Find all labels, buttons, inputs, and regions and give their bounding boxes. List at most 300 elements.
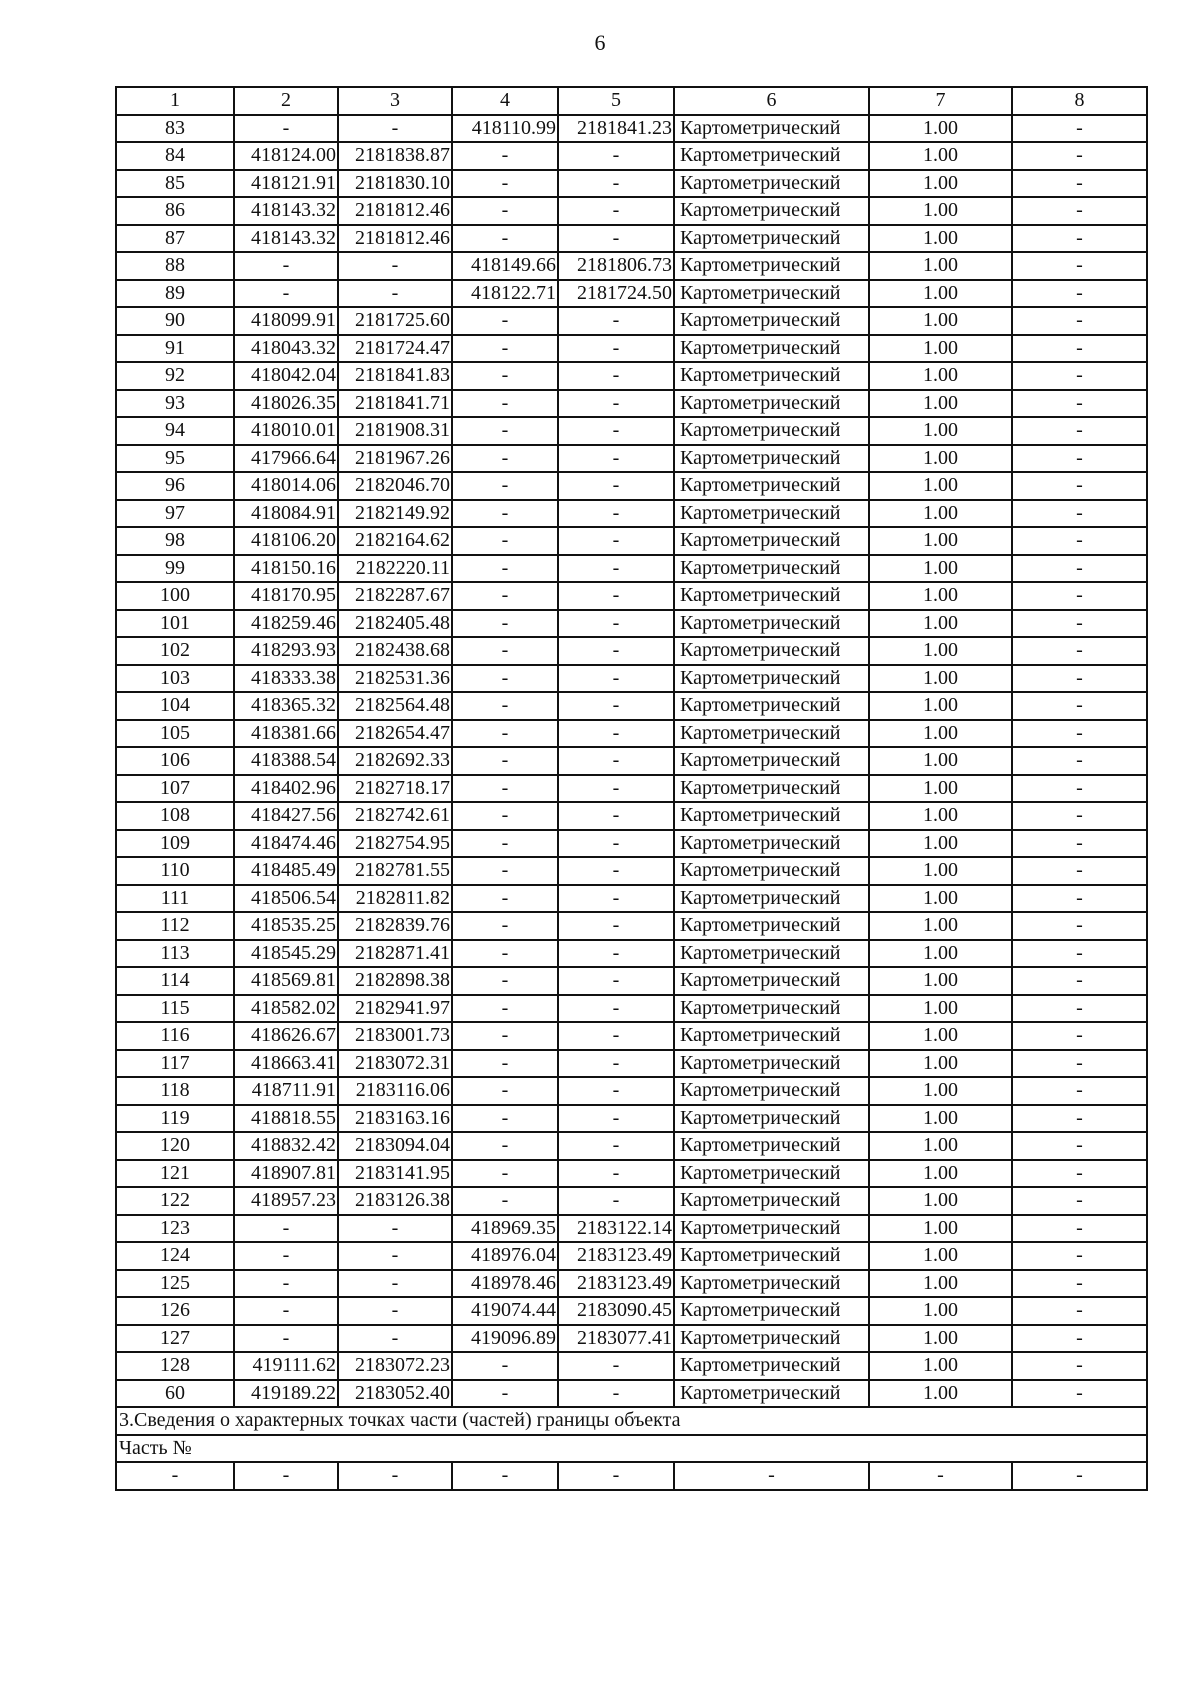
table-row (116, 500, 1147, 528)
method-cell: Картометрический (674, 912, 869, 940)
method-cell: Картометрический (674, 1352, 869, 1380)
x-new-cell: - (452, 1187, 558, 1215)
method-cell: Картометрический (674, 225, 869, 253)
y-new-cell: 2181724.50 (558, 280, 674, 308)
y-coordinate-cell: - (338, 252, 452, 280)
method-cell: Картометрический (674, 280, 869, 308)
method-cell: Картометрический (674, 170, 869, 198)
boundary-points-table (115, 86, 1148, 1491)
y-new-cell: - (558, 1380, 674, 1408)
point-number-cell: 128 (116, 1352, 234, 1380)
y-coordinate-cell: - (338, 1270, 452, 1298)
table-row (116, 1077, 1147, 1105)
y-coordinate-cell: 2181908.31 (338, 417, 452, 445)
y-coordinate-cell: - (338, 115, 452, 143)
method-cell: Картометрический (674, 1325, 869, 1353)
method-cell: Картометрический (674, 885, 869, 913)
y-coordinate-cell: 2181830.10 (338, 170, 452, 198)
y-coordinate-cell: 2183052.40 (338, 1380, 452, 1408)
x-coordinate-cell: - (234, 115, 338, 143)
x-coordinate-cell: 418388.54 (234, 747, 338, 775)
table-row (116, 527, 1147, 555)
column-header: 6 (674, 87, 869, 115)
y-new-cell: - (558, 362, 674, 390)
method-cell: Картометрический (674, 830, 869, 858)
y-new-cell: - (558, 1160, 674, 1188)
method-cell: Картометрический (674, 555, 869, 583)
x-new-cell: 418978.46 (452, 1270, 558, 1298)
description-cell: - (1012, 1297, 1147, 1325)
y-new-cell: - (558, 197, 674, 225)
method-cell: Картометрический (674, 1242, 869, 1270)
y-new-cell: 2183122.14 (558, 1215, 674, 1243)
x-coordinate-cell: 418402.96 (234, 775, 338, 803)
table-row (116, 995, 1147, 1023)
y-new-cell: - (558, 830, 674, 858)
y-new-cell: - (558, 692, 674, 720)
accuracy-cell: 1.00 (869, 637, 1012, 665)
description-cell: - (1012, 637, 1147, 665)
method-cell: Картометрический (674, 995, 869, 1023)
x-new-cell: - (452, 582, 558, 610)
description-cell: - (1012, 912, 1147, 940)
method-cell: Картометрический (674, 940, 869, 968)
x-coordinate-cell: 418381.66 (234, 720, 338, 748)
y-coordinate-cell: 2182654.47 (338, 720, 452, 748)
method-cell: Картометрический (674, 582, 869, 610)
x-new-cell: - (452, 417, 558, 445)
method-cell: Картометрический (674, 857, 869, 885)
description-cell: - (1012, 995, 1147, 1023)
method-cell: Картометрический (674, 610, 869, 638)
method-cell: Картометрический (674, 775, 869, 803)
accuracy-cell: 1.00 (869, 362, 1012, 390)
x-coordinate-cell: 418832.42 (234, 1132, 338, 1160)
point-number-cell: 97 (116, 500, 234, 528)
table-row (116, 1297, 1147, 1325)
accuracy-cell: 1.00 (869, 720, 1012, 748)
accuracy-cell: 1.00 (869, 252, 1012, 280)
column-header: 7 (869, 87, 1012, 115)
accuracy-cell: 1.00 (869, 1160, 1012, 1188)
x-new-cell: - (452, 1160, 558, 1188)
y-new-cell: - (558, 912, 674, 940)
y-coordinate-cell: 2182220.11 (338, 555, 452, 583)
x-coordinate-cell: 418010.01 (234, 417, 338, 445)
x-new-cell: - (452, 692, 558, 720)
x-new-cell: - (452, 335, 558, 363)
empty-part-row (116, 1462, 1147, 1490)
y-coordinate-cell: - (338, 1242, 452, 1270)
x-coordinate-cell: 418084.91 (234, 500, 338, 528)
accuracy-cell: 1.00 (869, 885, 1012, 913)
description-cell: - (1012, 1215, 1147, 1243)
empty-cell: - (558, 1462, 674, 1490)
x-new-cell: - (452, 940, 558, 968)
y-new-cell: - (558, 335, 674, 363)
y-coordinate-cell: 2182742.61 (338, 802, 452, 830)
y-coordinate-cell: 2181967.26 (338, 445, 452, 473)
x-new-cell: - (452, 500, 558, 528)
method-cell: Картометрический (674, 665, 869, 693)
description-cell: - (1012, 225, 1147, 253)
description-cell: - (1012, 472, 1147, 500)
y-new-cell: - (558, 1352, 674, 1380)
y-coordinate-cell: 2181838.87 (338, 142, 452, 170)
point-number-cell: 111 (116, 885, 234, 913)
x-new-cell: - (452, 1132, 558, 1160)
method-cell: Картометрический (674, 1105, 869, 1133)
x-coordinate-cell: - (234, 1270, 338, 1298)
x-new-cell: - (452, 802, 558, 830)
description-cell: - (1012, 1105, 1147, 1133)
point-number-cell: 91 (116, 335, 234, 363)
x-coordinate-cell: 418474.46 (234, 830, 338, 858)
empty-cell: - (452, 1462, 558, 1490)
description-cell: - (1012, 307, 1147, 335)
x-new-cell: - (452, 1077, 558, 1105)
x-coordinate-cell: 418569.81 (234, 967, 338, 995)
method-cell: Картометрический (674, 197, 869, 225)
column-header: 5 (558, 87, 674, 115)
y-new-cell: - (558, 527, 674, 555)
description-cell: - (1012, 1132, 1147, 1160)
method-cell: Картометрический (674, 692, 869, 720)
accuracy-cell: 1.00 (869, 1297, 1012, 1325)
accuracy-cell: 1.00 (869, 527, 1012, 555)
y-new-cell: - (558, 500, 674, 528)
x-coordinate-cell: 418121.91 (234, 170, 338, 198)
x-new-cell: - (452, 830, 558, 858)
point-number-cell: 127 (116, 1325, 234, 1353)
x-coordinate-cell: 418506.54 (234, 885, 338, 913)
point-number-cell: 122 (116, 1187, 234, 1215)
empty-cell: - (1012, 1462, 1147, 1490)
y-new-cell: 2183077.41 (558, 1325, 674, 1353)
point-number-cell: 113 (116, 940, 234, 968)
y-new-cell: - (558, 885, 674, 913)
table-row (116, 335, 1147, 363)
accuracy-cell: 1.00 (869, 307, 1012, 335)
x-new-cell: - (452, 1050, 558, 1078)
table-row (116, 885, 1147, 913)
description-cell: - (1012, 390, 1147, 418)
y-new-cell: - (558, 225, 674, 253)
method-cell: Картометрический (674, 1077, 869, 1105)
x-coordinate-cell: 418042.04 (234, 362, 338, 390)
x-new-cell: 418969.35 (452, 1215, 558, 1243)
table-row (116, 197, 1147, 225)
x-coordinate-cell: 418535.25 (234, 912, 338, 940)
accuracy-cell: 1.00 (869, 142, 1012, 170)
accuracy-cell: 1.00 (869, 1325, 1012, 1353)
method-cell: Картометрический (674, 307, 869, 335)
description-cell: - (1012, 747, 1147, 775)
y-new-cell: - (558, 170, 674, 198)
x-coordinate-cell: 418711.91 (234, 1077, 338, 1105)
y-new-cell: - (558, 1187, 674, 1215)
y-new-cell: - (558, 582, 674, 610)
description-cell: - (1012, 1160, 1147, 1188)
table-row (116, 1105, 1147, 1133)
point-number-cell: 106 (116, 747, 234, 775)
section-title-row (116, 1407, 1147, 1435)
accuracy-cell: 1.00 (869, 1132, 1012, 1160)
description-cell: - (1012, 115, 1147, 143)
table-row (116, 1215, 1147, 1243)
part-number-row (116, 1435, 1147, 1463)
description-cell: - (1012, 720, 1147, 748)
column-header: 2 (234, 87, 338, 115)
table-row (116, 225, 1147, 253)
x-coordinate-cell: 418143.32 (234, 197, 338, 225)
method-cell: Картометрический (674, 335, 869, 363)
accuracy-cell: 1.00 (869, 610, 1012, 638)
table-row (116, 307, 1147, 335)
y-new-cell: 2183123.49 (558, 1242, 674, 1270)
y-new-cell: 2181841.23 (558, 115, 674, 143)
point-number-cell: 124 (116, 1242, 234, 1270)
x-new-cell: - (452, 142, 558, 170)
description-cell: - (1012, 1270, 1147, 1298)
method-cell: Картометрический (674, 1297, 869, 1325)
description-cell: - (1012, 252, 1147, 280)
column-header: 8 (1012, 87, 1147, 115)
table-row (116, 775, 1147, 803)
point-number-cell: 117 (116, 1050, 234, 1078)
x-new-cell: - (452, 225, 558, 253)
y-coordinate-cell: 2182164.62 (338, 527, 452, 555)
accuracy-cell: 1.00 (869, 280, 1012, 308)
point-number-cell: 102 (116, 637, 234, 665)
y-new-cell: - (558, 142, 674, 170)
empty-cell: - (869, 1462, 1012, 1490)
table-row (116, 362, 1147, 390)
x-coordinate-cell: 417966.64 (234, 445, 338, 473)
description-cell: - (1012, 1187, 1147, 1215)
x-coordinate-cell: 419189.22 (234, 1380, 338, 1408)
x-new-cell: - (452, 170, 558, 198)
point-number-cell: 90 (116, 307, 234, 335)
description-cell: - (1012, 775, 1147, 803)
point-number-cell: 60 (116, 1380, 234, 1408)
y-coordinate-cell: 2183126.38 (338, 1187, 452, 1215)
x-coordinate-cell: 418957.23 (234, 1187, 338, 1215)
point-number-cell: 123 (116, 1215, 234, 1243)
x-new-cell: - (452, 362, 558, 390)
accuracy-cell: 1.00 (869, 912, 1012, 940)
method-cell: Картометрический (674, 637, 869, 665)
y-new-cell: 2183123.49 (558, 1270, 674, 1298)
description-cell: - (1012, 170, 1147, 198)
y-new-cell: - (558, 775, 674, 803)
y-coordinate-cell: 2182781.55 (338, 857, 452, 885)
x-new-cell: - (452, 390, 558, 418)
accuracy-cell: 1.00 (869, 335, 1012, 363)
description-cell: - (1012, 802, 1147, 830)
x-coordinate-cell: - (234, 1325, 338, 1353)
x-new-cell: - (452, 445, 558, 473)
method-cell: Картометрический (674, 115, 869, 143)
y-new-cell: - (558, 1077, 674, 1105)
empty-cell: - (338, 1462, 452, 1490)
accuracy-cell: 1.00 (869, 995, 1012, 1023)
y-coordinate-cell: 2182941.97 (338, 995, 452, 1023)
y-new-cell: - (558, 417, 674, 445)
accuracy-cell: 1.00 (869, 1187, 1012, 1215)
accuracy-cell: 1.00 (869, 445, 1012, 473)
y-coordinate-cell: 2181841.71 (338, 390, 452, 418)
description-cell: - (1012, 1380, 1147, 1408)
method-cell: Картометрический (674, 747, 869, 775)
y-new-cell: 2181806.73 (558, 252, 674, 280)
description-cell: - (1012, 830, 1147, 858)
point-number-cell: 119 (116, 1105, 234, 1133)
x-new-cell: - (452, 857, 558, 885)
accuracy-cell: 1.00 (869, 1022, 1012, 1050)
y-coordinate-cell: 2183141.95 (338, 1160, 452, 1188)
x-coordinate-cell: - (234, 1297, 338, 1325)
description-cell: - (1012, 197, 1147, 225)
accuracy-cell: 1.00 (869, 1215, 1012, 1243)
point-number-cell: 86 (116, 197, 234, 225)
y-new-cell: - (558, 940, 674, 968)
x-new-cell: - (452, 472, 558, 500)
x-new-cell: 418110.99 (452, 115, 558, 143)
table-row (116, 142, 1147, 170)
method-cell: Картометрический (674, 802, 869, 830)
y-new-cell: - (558, 720, 674, 748)
y-new-cell: - (558, 967, 674, 995)
x-new-cell: - (452, 197, 558, 225)
method-cell: Картометрический (674, 527, 869, 555)
x-coordinate-cell: 419111.62 (234, 1352, 338, 1380)
x-new-cell: - (452, 307, 558, 335)
accuracy-cell: 1.00 (869, 692, 1012, 720)
x-new-cell: - (452, 747, 558, 775)
description-cell: - (1012, 1022, 1147, 1050)
x-coordinate-cell: - (234, 1242, 338, 1270)
x-coordinate-cell: 418150.16 (234, 555, 338, 583)
y-coordinate-cell: 2182811.82 (338, 885, 452, 913)
y-new-cell: - (558, 857, 674, 885)
accuracy-cell: 1.00 (869, 417, 1012, 445)
description-cell: - (1012, 445, 1147, 473)
method-cell: Картометрический (674, 1187, 869, 1215)
y-coordinate-cell: 2182718.17 (338, 775, 452, 803)
page-number: 6 (594, 30, 606, 55)
x-coordinate-cell: - (234, 1215, 338, 1243)
table-row (116, 1132, 1147, 1160)
table-row (116, 802, 1147, 830)
point-number-cell: 103 (116, 665, 234, 693)
y-new-cell: - (558, 747, 674, 775)
y-new-cell: - (558, 307, 674, 335)
method-cell: Картометрический (674, 1050, 869, 1078)
y-coordinate-cell: 2182692.33 (338, 747, 452, 775)
method-cell: Картометрический (674, 967, 869, 995)
y-coordinate-cell: 2182046.70 (338, 472, 452, 500)
y-new-cell: - (558, 555, 674, 583)
y-new-cell: - (558, 445, 674, 473)
y-coordinate-cell: 2182149.92 (338, 500, 452, 528)
x-new-cell: - (452, 967, 558, 995)
description-cell: - (1012, 1325, 1147, 1353)
x-coordinate-cell: - (234, 252, 338, 280)
x-coordinate-cell: 418026.35 (234, 390, 338, 418)
accuracy-cell: 1.00 (869, 857, 1012, 885)
table-body (116, 87, 1147, 1490)
point-number-cell: 104 (116, 692, 234, 720)
x-new-cell: - (452, 1380, 558, 1408)
accuracy-cell: 1.00 (869, 1242, 1012, 1270)
y-new-cell: - (558, 637, 674, 665)
x-coordinate-cell: 418143.32 (234, 225, 338, 253)
y-new-cell: - (558, 995, 674, 1023)
accuracy-cell: 1.00 (869, 1077, 1012, 1105)
x-coordinate-cell: 418106.20 (234, 527, 338, 555)
table-row (116, 967, 1147, 995)
method-cell: Картометрический (674, 142, 869, 170)
y-coordinate-cell: - (338, 280, 452, 308)
method-cell: Картометрический (674, 472, 869, 500)
method-cell: Картометрический (674, 1132, 869, 1160)
accuracy-cell: 1.00 (869, 775, 1012, 803)
point-number-cell: 84 (116, 142, 234, 170)
table-row (116, 1050, 1147, 1078)
x-new-cell: - (452, 665, 558, 693)
x-new-cell: - (452, 637, 558, 665)
y-coordinate-cell: 2182839.76 (338, 912, 452, 940)
x-coordinate-cell: 418043.32 (234, 335, 338, 363)
table-row (116, 1242, 1147, 1270)
y-coordinate-cell: 2183116.06 (338, 1077, 452, 1105)
x-new-cell: - (452, 995, 558, 1023)
x-new-cell: - (452, 775, 558, 803)
method-cell: Картометрический (674, 1380, 869, 1408)
y-coordinate-cell: - (338, 1215, 452, 1243)
x-coordinate-cell: 418907.81 (234, 1160, 338, 1188)
point-number-cell: 118 (116, 1077, 234, 1105)
point-number-cell: 85 (116, 170, 234, 198)
description-cell: - (1012, 335, 1147, 363)
y-new-cell: - (558, 1050, 674, 1078)
table-row (116, 170, 1147, 198)
description-cell: - (1012, 555, 1147, 583)
table-row (116, 582, 1147, 610)
x-coordinate-cell: 418170.95 (234, 582, 338, 610)
point-number-cell: 87 (116, 225, 234, 253)
accuracy-cell: 1.00 (869, 197, 1012, 225)
y-coordinate-cell: 2182898.38 (338, 967, 452, 995)
point-number-cell: 92 (116, 362, 234, 390)
table-row (116, 857, 1147, 885)
point-number-cell: 115 (116, 995, 234, 1023)
method-cell: Картометрический (674, 720, 869, 748)
description-cell: - (1012, 280, 1147, 308)
accuracy-cell: 1.00 (869, 225, 1012, 253)
point-number-cell: 114 (116, 967, 234, 995)
point-number-cell: 100 (116, 582, 234, 610)
y-coordinate-cell: 2182564.48 (338, 692, 452, 720)
x-new-cell: - (452, 912, 558, 940)
accuracy-cell: 1.00 (869, 802, 1012, 830)
y-coordinate-cell: 2183001.73 (338, 1022, 452, 1050)
x-coordinate-cell: 418099.91 (234, 307, 338, 335)
y-coordinate-cell: 2182531.36 (338, 665, 452, 693)
point-number-cell: 116 (116, 1022, 234, 1050)
y-new-cell: - (558, 1022, 674, 1050)
